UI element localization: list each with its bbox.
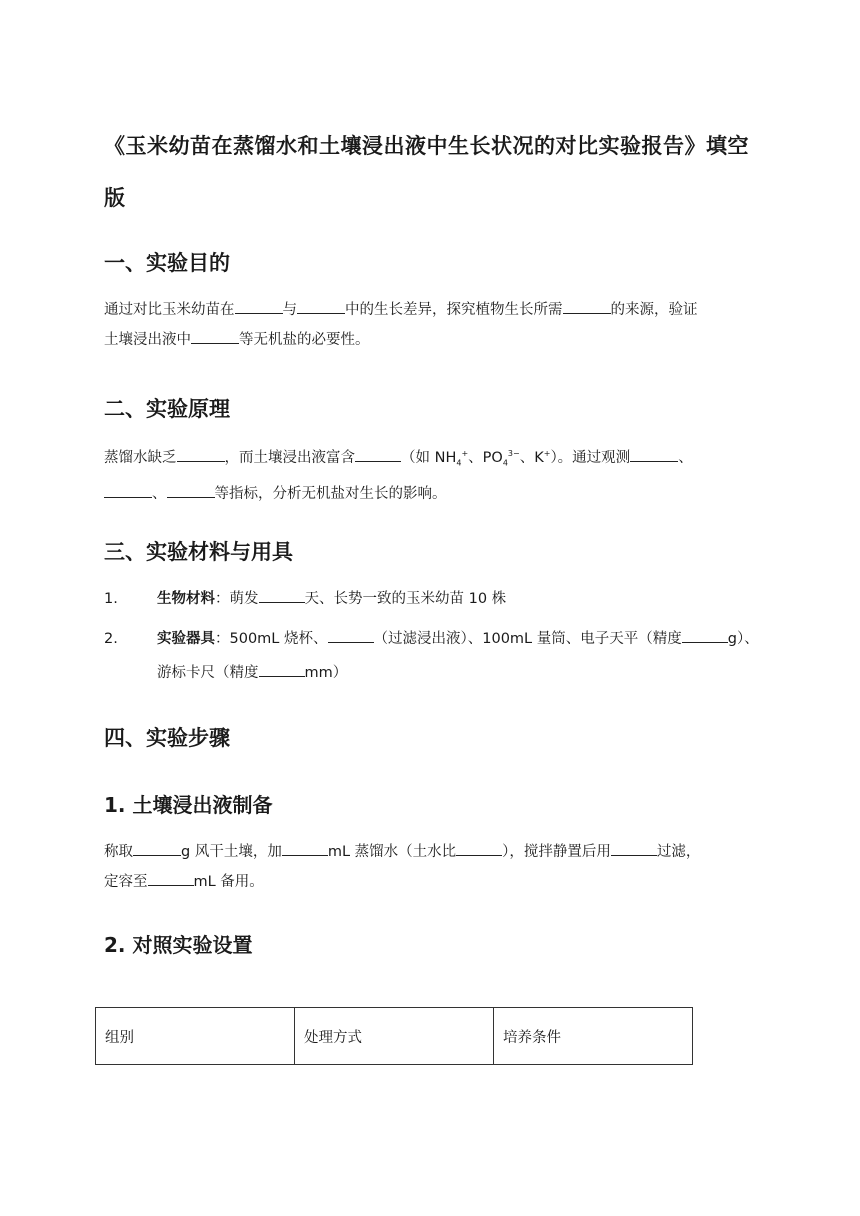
blank[interactable]: [355, 446, 401, 462]
soil-extract-paragraph: [104, 837, 764, 897]
blank[interactable]: [235, 298, 283, 314]
blank[interactable]: [259, 661, 305, 677]
blank[interactable]: [167, 482, 215, 498]
section-heading-purpose: 一、实验目的: [104, 251, 230, 275]
control-table: [95, 1007, 693, 1065]
table-header-row: [96, 1008, 693, 1065]
section-heading-materials: 三、实验材料与用具: [104, 540, 293, 564]
blank[interactable]: [328, 627, 374, 643]
subheading-soil-extract: 1. 土壤浸出液制备: [104, 793, 273, 817]
blank[interactable]: [177, 446, 225, 462]
blank[interactable]: [133, 840, 181, 856]
purpose-paragraph: [104, 295, 764, 355]
table-header-cell: 处理方式: [295, 1008, 494, 1065]
blank[interactable]: [282, 840, 328, 856]
blank[interactable]: [682, 627, 728, 643]
section-heading-steps: 四、实验步骤: [104, 726, 230, 750]
section-heading-principle: 二、实验原理: [104, 397, 230, 421]
purpose-line-2: 土壤浸出液中 等无机盐的必要性。: [104, 325, 764, 355]
blank[interactable]: [297, 298, 345, 314]
principle-line-2: 、 等指标，分析无机盐对生长的影响。: [104, 479, 764, 509]
blank[interactable]: [630, 446, 678, 462]
table-header-cell: 培养条件: [494, 1008, 693, 1065]
blank[interactable]: [611, 840, 657, 856]
blank[interactable]: [259, 587, 305, 603]
blank[interactable]: [148, 870, 194, 886]
blank[interactable]: [191, 328, 239, 344]
list-item: 1. 生物材料：萌发 天、长势一致的玉米幼苗 10 株: [104, 584, 764, 614]
blank[interactable]: [563, 298, 611, 314]
title-line-1: 《玉米幼苗在蒸馏水和土壤浸出液中生长状况的对比实验报告》填空: [104, 134, 749, 158]
document-title: [104, 120, 764, 224]
purpose-line-1: 通过对比玉米幼苗在 与 中的生长差异，探究植物生长所需 的来源，验证: [104, 295, 764, 325]
soil-line-1: 称取 g 风干土壤，加 mL 蒸馏水（土水比 ），搅拌静置后用 过滤，: [104, 837, 764, 867]
principle-paragraph: [104, 439, 764, 509]
subheading-control-setup: 2. 对照实验设置: [104, 933, 253, 957]
blank[interactable]: [104, 482, 152, 498]
blank[interactable]: [456, 840, 502, 856]
list-item: 2. 实验器具：500mL 烧杯、 （过滤浸出液）、100mL 量筒、电子天平（精度 g）、 游标卡尺（精度 mm）: [104, 624, 764, 684]
soil-line-2: 定容至 mL 备用。: [104, 867, 764, 897]
title-line-2: 版: [104, 186, 126, 210]
principle-line-1: 蒸馏水缺乏 ，而土壤浸出液富含 （如 $NH_4^+$、$PO_4^{3-}$、K+）。通过观测 、: [104, 439, 764, 479]
materials-list: [104, 584, 764, 684]
table-header-cell: 组别: [96, 1008, 295, 1065]
